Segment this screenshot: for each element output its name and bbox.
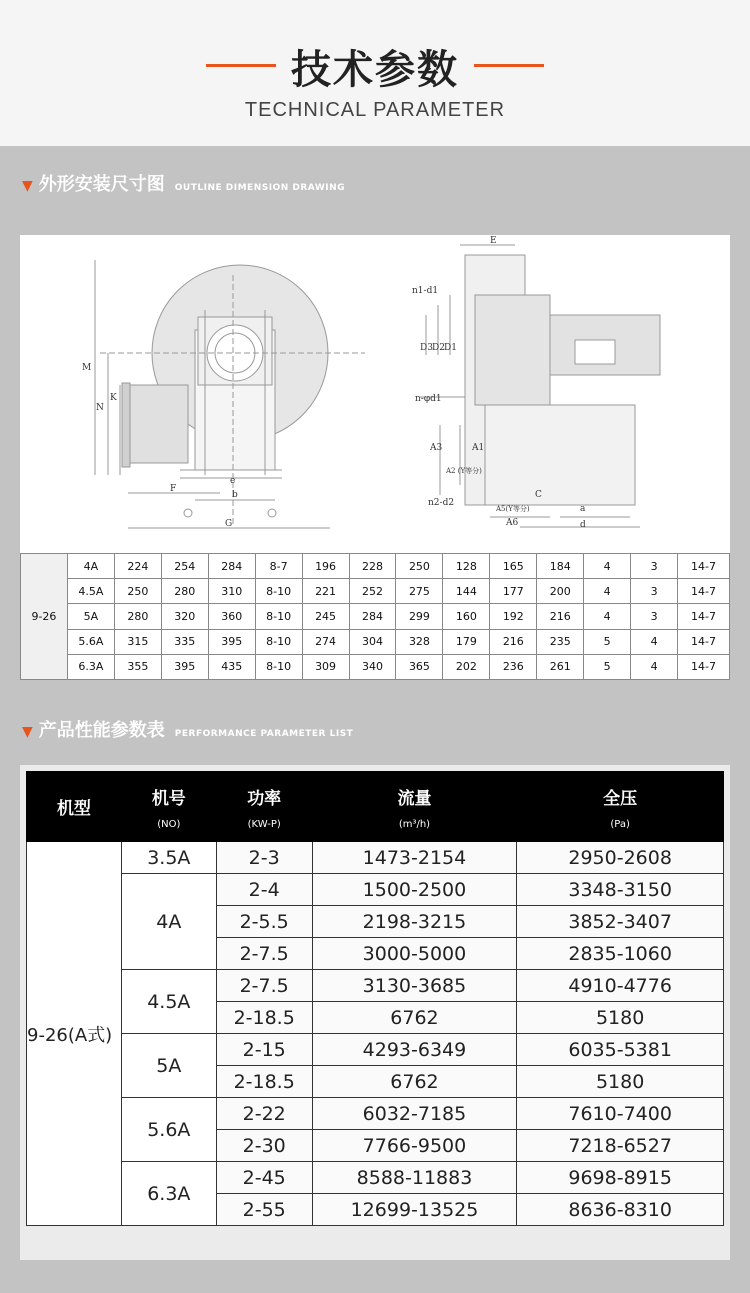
label-D1: D1	[444, 343, 457, 353]
table-cell: 221	[302, 579, 349, 604]
table-row	[21, 629, 730, 654]
flow-cell: 8588-11883	[312, 1162, 517, 1194]
table-cell: 5	[584, 654, 631, 679]
header-flow: 流量 (m³/h)	[312, 772, 517, 842]
machine-no-cell: 6.3A	[121, 1162, 216, 1226]
power-cell: 2-3	[216, 842, 312, 874]
table-cell: 8-10	[255, 579, 302, 604]
power-cell: 2-4	[216, 874, 312, 906]
table-cell: 4	[631, 629, 678, 654]
table-cell: 274	[302, 629, 349, 654]
table-cell: 245	[302, 604, 349, 629]
label-E: E	[490, 236, 497, 246]
table-cell: 275	[396, 579, 443, 604]
table-cell: 299	[396, 604, 443, 629]
table-cell: 6.3A	[67, 654, 114, 679]
label-M: M	[82, 363, 92, 373]
section-title-cn: 产品性能参数表	[38, 720, 165, 741]
table-cell: 235	[537, 629, 584, 654]
table-cell: 14-7	[678, 604, 730, 629]
flow-cell: 1500-2500	[312, 874, 517, 906]
power-cell: 2-55	[216, 1194, 312, 1226]
label-D3: D3	[420, 343, 433, 353]
table-cell: 202	[443, 654, 490, 679]
pressure-cell: 5180	[517, 1002, 724, 1034]
table-row	[27, 1034, 724, 1066]
table-row	[27, 1098, 724, 1130]
table-cell: 14-7	[678, 654, 730, 679]
power-cell: 2-18.5	[216, 1002, 312, 1034]
power-cell: 2-30	[216, 1130, 312, 1162]
model-cell: 9-26	[21, 554, 68, 680]
flow-cell: 6762	[312, 1002, 517, 1034]
flow-cell: 1473-2154	[312, 842, 517, 874]
table-cell: 309	[302, 654, 349, 679]
table-row	[21, 604, 730, 629]
table-row	[27, 874, 724, 906]
pressure-cell: 8636-8310	[517, 1194, 724, 1226]
machine-no-cell: 4.5A	[121, 970, 216, 1034]
table-cell: 5.6A	[67, 629, 114, 654]
header-type: 机型	[27, 772, 122, 842]
label-A5: A5(Y等分)	[496, 505, 530, 513]
table-cell: 3	[631, 579, 678, 604]
label-A6: A6	[506, 518, 519, 528]
triangle-down-icon: ▼	[22, 724, 33, 740]
label-n1d1: n1-d1	[412, 286, 439, 296]
table-cell: 355	[114, 654, 161, 679]
flow-cell: 3000-5000	[312, 938, 517, 970]
table-cell: 8-10	[255, 604, 302, 629]
table-cell: 320	[161, 604, 208, 629]
table-row	[21, 654, 730, 679]
table-cell: 179	[443, 629, 490, 654]
flow-cell: 6762	[312, 1066, 517, 1098]
table-cell: 184	[537, 554, 584, 579]
flow-cell: 6032-7185	[312, 1098, 517, 1130]
table-cell: 216	[490, 629, 537, 654]
table-cell: 4	[631, 654, 678, 679]
table-cell: 8-10	[255, 654, 302, 679]
table-cell: 335	[161, 629, 208, 654]
table-cell: 340	[349, 654, 396, 679]
table-cell: 196	[302, 554, 349, 579]
header-no: 机号 (NO)	[121, 772, 216, 842]
label-A2: A2 (Y等分)	[446, 467, 482, 475]
table-cell: 165	[490, 554, 537, 579]
table-cell: 328	[396, 629, 443, 654]
pressure-cell: 2835-1060	[517, 938, 724, 970]
machine-no-cell: 5.6A	[121, 1098, 216, 1162]
pressure-cell: 7218-6527	[517, 1130, 724, 1162]
table-cell: 144	[443, 579, 490, 604]
table-row	[27, 842, 724, 874]
section-title-en: PERFORMANCE PARAMETER LIST	[174, 729, 354, 739]
table-cell: 236	[490, 654, 537, 679]
flow-cell: 12699-13525	[312, 1194, 517, 1226]
table-cell: 250	[114, 579, 161, 604]
label-nd1: n-φd1	[415, 394, 442, 404]
table-cell: 216	[537, 604, 584, 629]
power-cell: 2-45	[216, 1162, 312, 1194]
dimension-table	[20, 553, 730, 680]
table-cell: 192	[490, 604, 537, 629]
label-e: e	[230, 476, 236, 486]
flow-cell: 7766-9500	[312, 1130, 517, 1162]
label-G: G	[225, 519, 233, 529]
performance-table-container	[20, 765, 730, 1260]
machine-no-cell: 5A	[121, 1034, 216, 1098]
table-cell: 395	[161, 654, 208, 679]
table-cell: 4.5A	[67, 579, 114, 604]
table-cell: 160	[443, 604, 490, 629]
table-cell: 304	[349, 629, 396, 654]
power-cell: 2-22	[216, 1098, 312, 1130]
label-b: b	[232, 490, 238, 500]
table-cell: 395	[208, 629, 255, 654]
pressure-cell: 5180	[517, 1066, 724, 1098]
table-cell: 284	[208, 554, 255, 579]
table-cell: 280	[161, 579, 208, 604]
table-cell: 261	[537, 654, 584, 679]
pressure-cell: 7610-7400	[517, 1098, 724, 1130]
table-cell: 3	[631, 604, 678, 629]
page-title: 技术参数	[291, 47, 459, 93]
flow-cell: 4293-6349	[312, 1034, 517, 1066]
table-cell: 5	[584, 629, 631, 654]
table-row	[21, 554, 730, 579]
label-a: a	[580, 504, 586, 514]
table-cell: 177	[490, 579, 537, 604]
table-cell: 8-7	[255, 554, 302, 579]
table-cell: 128	[443, 554, 490, 579]
power-cell: 2-7.5	[216, 970, 312, 1002]
power-cell: 2-18.5	[216, 1066, 312, 1098]
table-cell: 365	[396, 654, 443, 679]
header-pressure: 全压 (Pa)	[517, 772, 724, 842]
table-cell: 435	[208, 654, 255, 679]
table-cell: 4	[584, 604, 631, 629]
page-subtitle: TECHNICAL PARAMETER	[244, 99, 506, 121]
section-outline-heading	[22, 170, 345, 196]
table-cell: 224	[114, 554, 161, 579]
label-A1: A1	[472, 443, 485, 453]
power-cell: 2-7.5	[216, 938, 312, 970]
section-title-en: OUTLINE DIMENSION DRAWING	[174, 183, 346, 193]
header-power: 功率 (KW-P)	[216, 772, 312, 842]
section-title-cn: 外形安装尺寸图	[38, 174, 165, 195]
table-cell: 200	[537, 579, 584, 604]
table-cell: 228	[349, 554, 396, 579]
table-cell: 250	[396, 554, 443, 579]
label-d: d	[580, 520, 586, 530]
label-K: K	[110, 393, 117, 403]
power-cell: 2-15	[216, 1034, 312, 1066]
table-cell: 4	[584, 554, 631, 579]
table-cell: 284	[349, 604, 396, 629]
table-cell: 360	[208, 604, 255, 629]
pressure-cell: 3348-3150	[517, 874, 724, 906]
power-cell: 2-5.5	[216, 906, 312, 938]
table-cell: 252	[349, 579, 396, 604]
table-cell: 4	[584, 579, 631, 604]
table-row	[27, 970, 724, 1002]
table-cell: 254	[161, 554, 208, 579]
outline-dimension-drawing	[20, 235, 730, 553]
table-cell: 14-7	[678, 579, 730, 604]
pressure-cell: 9698-8915	[517, 1162, 724, 1194]
flow-cell: 3130-3685	[312, 970, 517, 1002]
label-n2d2: n2-d2	[428, 498, 455, 508]
label-F: F	[170, 484, 177, 494]
pressure-cell: 3852-3407	[517, 906, 724, 938]
page-header	[0, 0, 750, 146]
machine-no-cell: 3.5A	[121, 842, 216, 874]
label-D2: D2	[432, 343, 445, 353]
model-cell: 9-26(A式)	[27, 842, 122, 1226]
table-cell: 8-10	[255, 629, 302, 654]
pressure-cell: 2950-2608	[517, 842, 724, 874]
label-C: C	[535, 490, 542, 500]
table-cell: 14-7	[678, 554, 730, 579]
triangle-down-icon: ▼	[22, 178, 33, 194]
pressure-cell: 4910-4776	[517, 970, 724, 1002]
table-cell: 315	[114, 629, 161, 654]
table-cell: 5A	[67, 604, 114, 629]
label-A3: A3	[430, 443, 443, 453]
label-N: N	[96, 403, 104, 413]
table-row	[21, 579, 730, 604]
performance-table	[26, 771, 724, 1226]
table-row	[27, 1162, 724, 1194]
section-performance-heading	[22, 716, 353, 742]
table-cell: 4A	[67, 554, 114, 579]
table-cell: 14-7	[678, 629, 730, 654]
machine-no-cell: 4A	[121, 874, 216, 970]
table-cell: 310	[208, 579, 255, 604]
table-cell: 280	[114, 604, 161, 629]
pressure-cell: 6035-5381	[517, 1034, 724, 1066]
table-cell: 3	[631, 554, 678, 579]
flow-cell: 2198-3215	[312, 906, 517, 938]
